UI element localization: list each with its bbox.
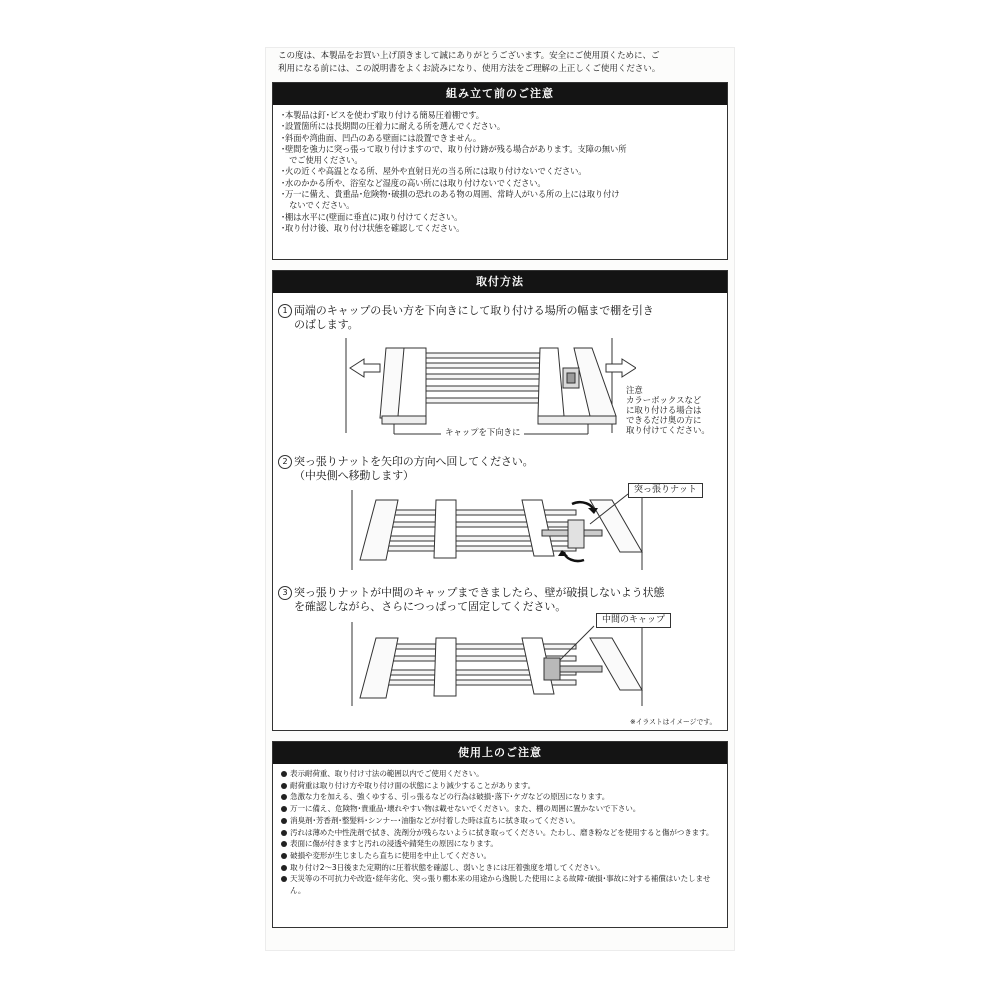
- note-item: ･壁間を強力に突っ張って取り付けますので、取り付け跡が残る場合があります。支障の無い所: [281, 143, 627, 154]
- note-line: 取り付けてください。: [626, 425, 710, 435]
- intro-text: [278, 50, 728, 76]
- section-title: 取付方法: [273, 271, 727, 293]
- note-item: ･斜面や湾曲面、凹凸のある壁面には設置できません。: [281, 132, 482, 143]
- usage-item: 汚れは薄めた中性洗剤で拭き、洗剤分が残らないように拭き取ってください。たわし、磨き粉などを使用すると傷がつきます。: [281, 827, 719, 839]
- usage-item: 急激な力を加える、強くゆする、引っ張るなどの行為は破損･落下･ケガなどの原因になります。: [281, 791, 719, 803]
- usage-item: 破損や変形が生じましたら直ちに使用を中止してください。: [281, 850, 719, 862]
- usage-item: 消臭剤･芳香剤･整髪料･シンナー･油脂などが付着した時は直ちに拭き取ってください。: [281, 815, 719, 827]
- step-line: （中央側へ移動します）: [294, 469, 414, 482]
- step-line: 両端のキャップの長い方を下向きにして取り付ける場所の幅まで棚を引き: [294, 304, 654, 317]
- step-line: 突っ張りナットを矢印の方向へ回してください。: [294, 455, 534, 468]
- usage-item: 耐荷重は取り付け方や取り付け面の状態により減少することがあります。: [281, 780, 719, 792]
- note-item: ないでください。: [281, 200, 355, 211]
- step-line: 突っ張りナットが中間のキャップまできましたら、壁が破損しないよう状態: [294, 586, 665, 599]
- illustration-note: ※イラストはイメージです。: [630, 718, 717, 726]
- step-3-text: [278, 586, 664, 614]
- usage-item: 天災等の不可抗力や改造･経年劣化、突っ張り棚本来の用途から逸脱した使用による故障･破損･事故に対する補償はいたしません。: [281, 873, 719, 896]
- usage-section: [272, 741, 728, 928]
- note-line: カラーボックスなど: [626, 395, 702, 405]
- usage-item: 表示耐荷重、取り付け寸法の範囲以内でご使用ください。: [281, 768, 719, 780]
- step-1-note: [626, 385, 710, 435]
- step-number: 3: [278, 586, 292, 600]
- note-item: ･水のかかる所や、浴室など湿度の高い所には取り付けないでください。: [281, 177, 546, 188]
- usage-list: [273, 764, 727, 897]
- note-item: でご使用ください。: [281, 155, 363, 166]
- cap-label: キャップを下向きに: [441, 427, 524, 437]
- intro-line: 利用になる前には、この説明書をよくお読みになり、使用方法をご理解の上正しくご使用ください。: [278, 64, 661, 74]
- note-item: ･万一に備え、貴重品･危険物･破損の恐れのある物の周囲、常時人がいる所の上には取り付け: [281, 189, 620, 200]
- note-item: ･取り付け後、取り付け状態を確認してください。: [281, 222, 465, 233]
- step-2-illustration: [346, 490, 656, 580]
- step-3-illustration: [346, 622, 656, 712]
- note-item: ･棚は水平に(壁面に垂直に)取り付けてください。: [281, 211, 463, 222]
- step-2-text: [278, 455, 534, 483]
- usage-item: 取り付け2～3日後また定期的に圧着状態を確認し、弱いときには圧着強度を増してください。: [281, 862, 719, 874]
- step-line: を確認しながら、さらにつっぱって固定してください。: [294, 600, 567, 613]
- section-title: 使用上のご注意: [273, 742, 727, 764]
- step-number: 1: [278, 304, 292, 318]
- note-line: 注意: [626, 385, 643, 395]
- note-line: できるだけ奥の方に: [626, 415, 702, 425]
- intro-line: この度は、本製品をお買い上げ頂きまして誠にありがとうございます。安全にご使用頂くために、ご: [278, 51, 660, 61]
- note-item: ･火の近くや高温となる所、屋外や直射日光の当る所には取り付けないでください。: [281, 166, 587, 177]
- tension-nut-callout: 突っ張りナット: [628, 483, 703, 498]
- note-item: ･本製品は釘･ビスを使わず取り付ける簡易圧着棚です。: [281, 110, 484, 120]
- usage-item: 万一に備え、危険物･貴重品･壊れやすい物は載せないでください。また、棚の周囲に置かないで下さい。: [281, 803, 719, 815]
- step-number: 2: [278, 455, 292, 469]
- middle-cap-callout: 中間のキャップ: [596, 613, 671, 628]
- step-line: のばします。: [294, 318, 359, 331]
- pre-assembly-list: [273, 105, 727, 234]
- usage-item: 表面に傷が付きますと汚れの浸透や錆発生の原因になります。: [281, 838, 719, 850]
- step-1-text: [278, 304, 654, 332]
- note-item: ･設置箇所には長期間の圧着力に耐える所を選んでください。: [281, 121, 505, 132]
- note-line: に取り付ける場合は: [626, 405, 702, 415]
- pre-assembly-section: [272, 82, 728, 260]
- section-title: 組み立て前のご注意: [273, 83, 727, 105]
